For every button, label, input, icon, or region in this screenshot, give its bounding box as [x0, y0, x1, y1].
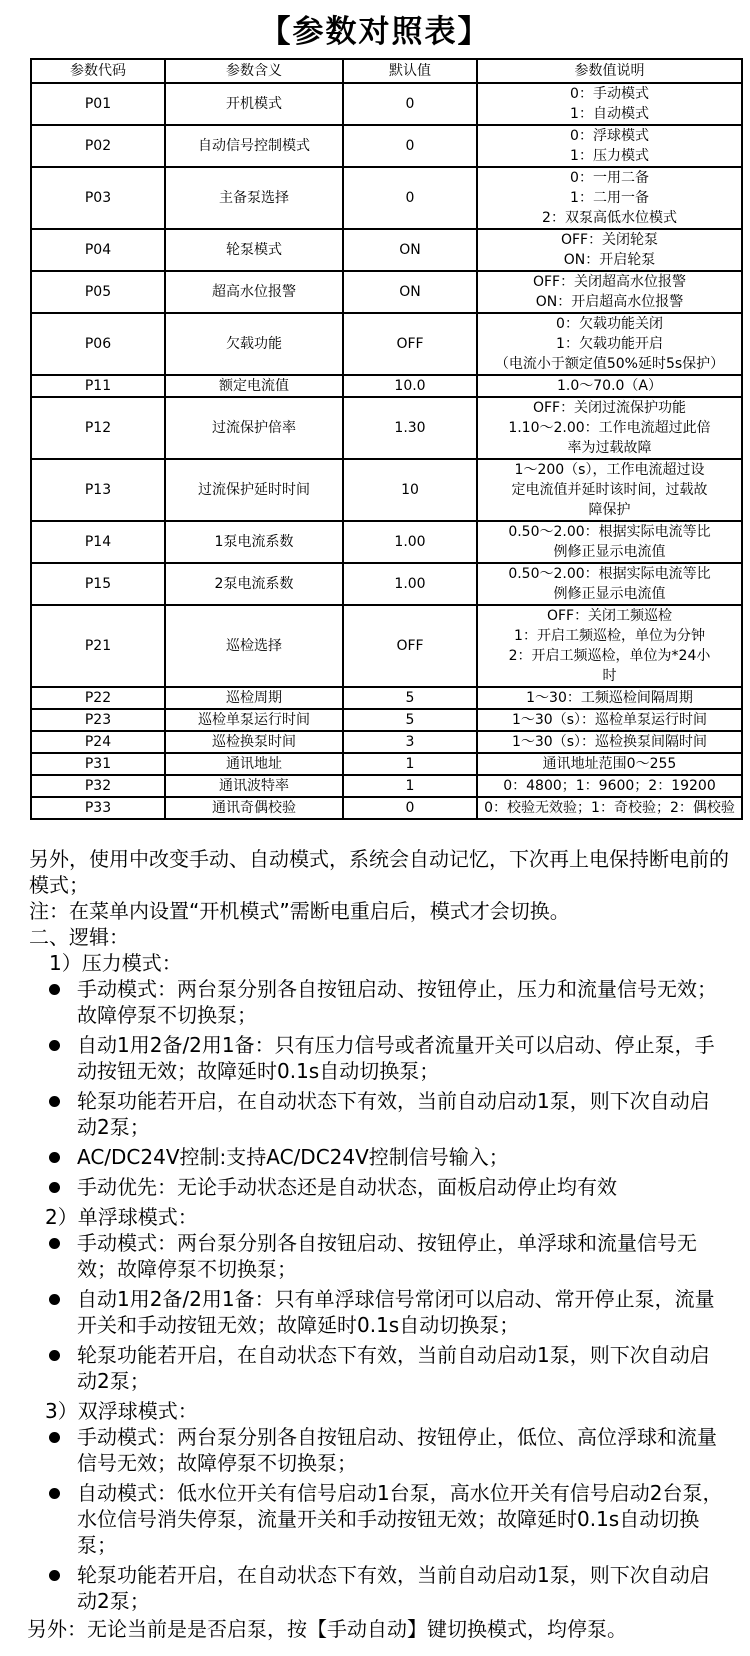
- table-row: [31, 313, 742, 375]
- param-meaning: 额定电流值: [165, 375, 343, 397]
- param-description-line: 定电流值并延时该时间，过载故: [511, 482, 708, 498]
- param-default: 0: [343, 167, 477, 229]
- param-default: 1: [343, 775, 477, 797]
- param-description: [477, 563, 742, 605]
- list-item: 轮泵功能若开启，在自动状态下有效，当前自动启动1泵，则下次自动启动2泵；: [77, 1088, 729, 1140]
- param-code: P06: [31, 313, 165, 375]
- param-description-line: 1～30（s）：巡检换泵间隔时间: [511, 734, 707, 750]
- param-description: [477, 521, 742, 563]
- param-description: [477, 313, 742, 375]
- param-description-line: 例修正显示电流值: [553, 544, 666, 560]
- param-default: 1.30: [343, 397, 477, 459]
- param-meaning: 通讯奇偶校验: [165, 797, 343, 819]
- param-description-line: 1.10～2.00：工作电流超过此倍: [508, 420, 711, 436]
- bullet-icon: [49, 1040, 60, 1051]
- param-default: 3: [343, 731, 477, 753]
- list-item: 自动模式：低水位开关有信号启动1台泵，高水位开关有信号启动2台泵，水位信号消失停泵，流量开关和手动按钮无效；故障延时0.1s自动切换泵；: [77, 1480, 729, 1558]
- param-code: P03: [31, 167, 165, 229]
- table-row: [31, 229, 742, 271]
- table-row: [31, 797, 742, 819]
- logic-heading: 二、逻辑：: [29, 925, 129, 949]
- param-code: P31: [31, 753, 165, 775]
- section-heading-single-float: 2）单浮球模式：: [45, 1205, 198, 1229]
- list-item: 手动模式：两台泵分别各自按钮启动、按钮停止，压力和流量信号无效；故障停泵不切换泵；: [77, 976, 729, 1028]
- param-meaning: 1泵电流系数: [165, 521, 343, 563]
- param-code: P02: [31, 125, 165, 167]
- param-default: 0: [343, 125, 477, 167]
- section-heading-pressure: 1）压力模式：: [49, 951, 182, 975]
- param-default: 1.00: [343, 563, 477, 605]
- table-row: [31, 167, 742, 229]
- table-row: [31, 687, 742, 709]
- param-description: [477, 271, 742, 313]
- param-description-line: 1：自动模式: [570, 106, 649, 122]
- param-meaning: 自动信号控制模式: [165, 125, 343, 167]
- table-row: [31, 775, 742, 797]
- param-code: P32: [31, 775, 165, 797]
- param-description-line: 0：欠载功能关闭: [556, 316, 663, 332]
- param-description-line: 0.50～2.00：根据实际电流等比: [508, 524, 711, 540]
- param-description-line: （电流小于额定值50%延时5s保护）: [494, 356, 725, 372]
- param-default: 1: [343, 753, 477, 775]
- param-description: [477, 83, 742, 125]
- bullet-icon: [49, 1294, 60, 1305]
- param-description: [477, 687, 742, 709]
- table-row: [31, 709, 742, 731]
- param-code: P01: [31, 83, 165, 125]
- param-default: OFF: [343, 605, 477, 687]
- double-float-mode-list: [29, 1424, 729, 1614]
- param-description-line: 1～30：工频巡检间隔周期: [526, 690, 693, 706]
- list-item: 手动模式：两台泵分别各自按钮启动、按钮停止，低位、高位浮球和流量信号无效；故障停泵不切换泵；: [77, 1424, 729, 1476]
- param-code: P15: [31, 563, 165, 605]
- param-meaning: 通讯地址: [165, 753, 343, 775]
- bullet-icon: [49, 1182, 60, 1193]
- param-default: 1.00: [343, 521, 477, 563]
- param-default: 0: [343, 83, 477, 125]
- param-meaning: 通讯波特率: [165, 775, 343, 797]
- list-item: 自动1用2备/2用1备：只有压力信号或者流量开关可以启动、停止泵，手动按钮无效；故障延时0.1s自动切换泵；: [77, 1032, 729, 1084]
- param-description-line: OFF：关闭工频巡检: [546, 608, 673, 624]
- param-description-line: 2：开启工频巡检，单位为*24小: [508, 648, 711, 664]
- param-code: P05: [31, 271, 165, 313]
- param-code: P33: [31, 797, 165, 819]
- param-description: [477, 229, 742, 271]
- param-description-line: OFF：关闭轮泵: [560, 232, 659, 248]
- bullet-icon: [49, 1152, 60, 1163]
- pressure-mode-list: [29, 976, 729, 1200]
- page-title: 【参数对照表】: [259, 14, 491, 50]
- param-description-line: 率为过载故障: [567, 440, 652, 456]
- param-code: P24: [31, 731, 165, 753]
- param-description: [477, 775, 742, 797]
- param-description: [477, 753, 742, 775]
- table-row: [31, 521, 742, 563]
- param-description-line: 0：4800；1：9600；2：19200: [503, 778, 716, 794]
- param-meaning: 超高水位报警: [165, 271, 343, 313]
- param-default: ON: [343, 229, 477, 271]
- table-row: [31, 605, 742, 687]
- table-row: [31, 83, 742, 125]
- bullet-icon: [49, 1238, 60, 1249]
- param-default: 5: [343, 709, 477, 731]
- param-description-line: 1～200（s），工作电流超过设: [514, 462, 705, 478]
- param-meaning: 巡检选择: [165, 605, 343, 687]
- param-description-line: 0：一用二备: [570, 170, 649, 186]
- param-description-line: 例修正显示电流值: [553, 586, 666, 602]
- param-description-line: 1：二用一备: [570, 190, 649, 206]
- table-row: [31, 125, 742, 167]
- param-code: P22: [31, 687, 165, 709]
- param-description-line: 1～30（s）：巡检单泵运行时间: [511, 712, 707, 728]
- param-description-line: 1：欠载功能开启: [556, 336, 663, 352]
- table-row: [31, 563, 742, 605]
- param-code: P13: [31, 459, 165, 521]
- param-meaning: 2泵电流系数: [165, 563, 343, 605]
- param-code: P11: [31, 375, 165, 397]
- param-default: 5: [343, 687, 477, 709]
- note-restart: 注：在菜单内设置“开机模式”需断电重启后，模式才会切换。: [29, 899, 570, 923]
- param-code: P23: [31, 709, 165, 731]
- param-description-line: 1：压力模式: [570, 148, 649, 164]
- param-description: [477, 125, 742, 167]
- param-meaning: 过流保护倍率: [165, 397, 343, 459]
- param-description: [477, 397, 742, 459]
- param-description: [477, 459, 742, 521]
- param-description: [477, 605, 742, 687]
- param-default: OFF: [343, 313, 477, 375]
- header-code: 参数代码: [31, 59, 165, 83]
- param-code: P04: [31, 229, 165, 271]
- param-description: [477, 167, 742, 229]
- param-default: 0: [343, 797, 477, 819]
- param-description-line: ON：开启超高水位报警: [535, 294, 684, 310]
- param-meaning: 过流保护延时时间: [165, 459, 343, 521]
- param-description-line: OFF：关闭超高水位报警: [532, 274, 687, 290]
- param-meaning: 开机模式: [165, 83, 343, 125]
- bullet-icon: [49, 1570, 60, 1581]
- header-meaning: 参数含义: [165, 59, 343, 83]
- list-item: AC/DC24V控制:支持AC/DC24V控制信号输入；: [77, 1144, 729, 1170]
- list-item: 轮泵功能若开启，在自动状态下有效，当前自动启动1泵，则下次自动启动2泵；: [77, 1342, 729, 1394]
- list-item: 手动优先：无论手动状态还是自动状态，面板启动停止均有效: [77, 1174, 729, 1200]
- notes-section: [29, 846, 729, 1618]
- param-meaning: 巡检周期: [165, 687, 343, 709]
- bullet-icon: [49, 1350, 60, 1361]
- single-float-mode-list: [29, 1230, 729, 1394]
- bullet-icon: [49, 1096, 60, 1107]
- param-meaning: 欠载功能: [165, 313, 343, 375]
- param-description-line: 0：手动模式: [570, 86, 649, 102]
- param-description-line: 通讯地址范围0～255: [542, 756, 677, 772]
- param-description-line: 2：双泵高低水位模式: [542, 210, 677, 226]
- note-extra: 另外，使用中改变手动、自动模式，系统会自动记忆，下次再上电保持断电前的模式；: [29, 847, 729, 897]
- table-row: [31, 731, 742, 753]
- table-row: [31, 271, 742, 313]
- table-row: [31, 397, 742, 459]
- bullet-icon: [49, 1432, 60, 1443]
- param-description-line: 1：开启工频巡检，单位为分钟: [514, 628, 705, 644]
- bullet-icon: [49, 984, 60, 995]
- param-description: [477, 375, 742, 397]
- param-meaning: 巡检单泵运行时间: [165, 709, 343, 731]
- param-description-line: 障保护: [588, 502, 631, 518]
- footer-note: 另外：无论当前是是否启泵，按【手动自动】键切换模式，均停泵。: [27, 1617, 627, 1641]
- param-meaning: 主备泵选择: [165, 167, 343, 229]
- table-row: [31, 375, 742, 397]
- param-description-line: 1.0～70.0（A）: [556, 378, 662, 394]
- param-meaning: 巡检换泵时间: [165, 731, 343, 753]
- param-description-line: ON：开启轮泵: [563, 252, 656, 268]
- list-item: 轮泵功能若开启，在自动状态下有效，当前自动启动1泵，则下次自动启动2泵；: [77, 1562, 729, 1614]
- param-description: [477, 797, 742, 819]
- param-description: [477, 731, 742, 753]
- header-default: 默认值: [343, 59, 477, 83]
- param-default: 10.0: [343, 375, 477, 397]
- table-row: [31, 753, 742, 775]
- param-code: P21: [31, 605, 165, 687]
- section-heading-double-float: 3）双浮球模式：: [45, 1399, 198, 1423]
- param-description-line: 时: [602, 668, 617, 684]
- table-header-row: [31, 59, 742, 83]
- table-row: [31, 459, 742, 521]
- param-code: P14: [31, 521, 165, 563]
- list-item: 自动1用2备/2用1备：只有单浮球信号常闭可以启动、常开停止泵，流量开关和手动按钮无效；故障延时0.1s自动切换泵；: [77, 1286, 729, 1338]
- param-description-line: 0：校验无效验；1：奇校验；2：偶校验: [484, 800, 735, 816]
- param-default: 10: [343, 459, 477, 521]
- param-description-line: 0：浮球模式: [570, 128, 649, 144]
- param-description-line: OFF：关闭过流保护功能: [532, 400, 687, 416]
- header-description: 参数值说明: [477, 59, 742, 83]
- param-description: [477, 709, 742, 731]
- param-code: P12: [31, 397, 165, 459]
- param-meaning: 轮泵模式: [165, 229, 343, 271]
- bullet-icon: [49, 1488, 60, 1499]
- param-description-line: 0.50～2.00：根据实际电流等比: [508, 566, 711, 582]
- param-default: ON: [343, 271, 477, 313]
- parameter-table: [30, 58, 743, 820]
- list-item: 手动模式：两台泵分别各自按钮启动、按钮停止，单浮球和流量信号无效；故障停泵不切换泵；: [77, 1230, 729, 1282]
